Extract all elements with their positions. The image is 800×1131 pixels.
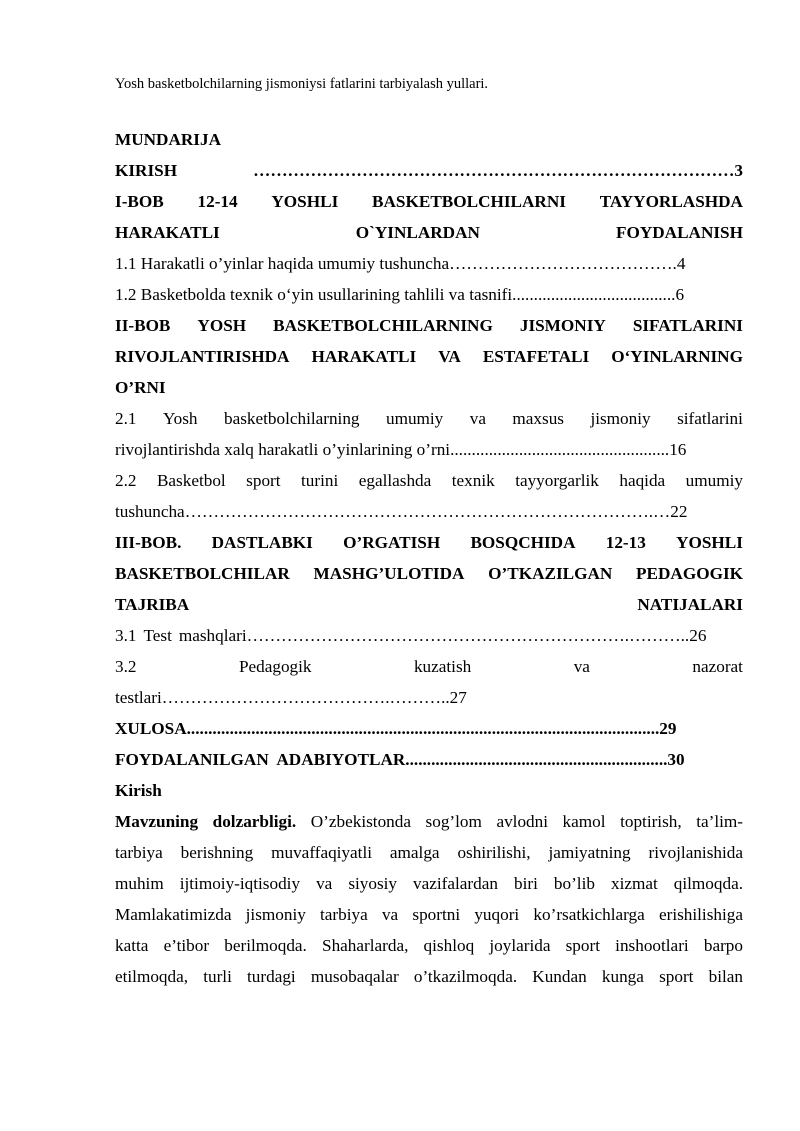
toc-word: Basketbol — [156, 471, 226, 490]
toc-word: YOSH — [197, 316, 247, 335]
toc-word: NATIJALARI — [637, 595, 743, 614]
intro-paragraph-line: Mamlakatimizda jismoniy tarbiya va sportni yuqori ko’rsatkichlarga erishilishiga — [115, 905, 743, 924]
toc-word: MASHG’ULOTIDA — [313, 564, 465, 583]
toc-word: …………………………………………………………………………3 — [253, 161, 743, 180]
toc-word: HARAKATLI — [115, 223, 220, 242]
toc-word: BOSQCHIDA — [470, 533, 576, 552]
toc-entry-2-1-cont[interactable]: rivojlantirishda xalq harakatli o’yinlarining o’rni...................................................16 — [115, 440, 687, 459]
toc-entry-1-2[interactable]: 1.2 Basketbolda texnik o‘yin usullarining tahlili va tasnifi......................................6 — [115, 285, 685, 304]
toc-word: BASKETBOLCHILARNI — [372, 192, 566, 211]
toc-word: haqida — [619, 471, 666, 490]
toc-word: sifatlarini — [677, 409, 743, 428]
toc-word: I-BOB — [115, 192, 164, 211]
toc-entry-chapter-1-cont[interactable] — [115, 217, 743, 248]
toc-word: egallashda — [358, 471, 432, 490]
toc-word: III-BOB. — [115, 533, 182, 552]
toc-word: maxsus — [512, 409, 564, 428]
toc-entry-kirish[interactable] — [115, 155, 743, 186]
toc-word: texnik — [451, 471, 495, 490]
intro-lead: Mavzuning dolzarbligi. — [115, 812, 297, 831]
intro-heading: Kirish — [115, 781, 162, 800]
toc-word: va — [573, 657, 590, 676]
toc-entry-2-2[interactable] — [115, 465, 743, 496]
toc-word: TAJRIBA — [115, 595, 190, 614]
toc-entry-chapter-3-cont[interactable] — [115, 558, 743, 589]
toc-word: 12-13 — [605, 533, 646, 552]
toc-word: umumiy — [685, 471, 743, 490]
toc-entry-3-1[interactable] — [115, 620, 743, 651]
toc-entry-chapter-2[interactable] — [115, 310, 743, 341]
toc-word: 3.2 — [115, 657, 137, 676]
toc-word: tayyorgarlik — [515, 471, 599, 490]
toc-entry-chapter-3[interactable] — [115, 527, 743, 558]
toc-word: FOYDALANISH — [615, 223, 743, 242]
toc-word: YOSHLI — [676, 533, 743, 552]
toc-title: MUNDARIJA — [115, 130, 221, 149]
toc-word: JISMONIY — [519, 316, 606, 335]
toc-word: Yosh — [162, 409, 198, 428]
toc-word: BASKETBOLCHILARNING — [273, 316, 493, 335]
intro-text: O’zbekistonda sog’lom avlodni kamol toptirish, ta’lim- — [296, 812, 743, 831]
toc-entry-xulosa[interactable]: XULOSA..............................................................................................................29 — [115, 719, 677, 738]
intro-paragraph-line: tarbiya berishning muvaffaqiyatli amalga oshirilishi, jamiyatning rivojlanishida — [115, 843, 743, 862]
toc-word: PEDAGOGIK — [636, 564, 743, 583]
toc-word: Pedagogik — [238, 657, 312, 676]
intro-paragraph-line — [115, 806, 743, 837]
toc-word: umumiy — [385, 409, 444, 428]
toc-entry-2-2-cont[interactable]: tushuncha……………………………………………………………………….…22 — [115, 502, 688, 521]
toc-word: DASTLABKI — [211, 533, 313, 552]
toc-word: basketbolchilarning — [223, 409, 360, 428]
toc-word: RIVOJLANTIRISHDA — [115, 347, 290, 366]
toc-entry-1-1[interactable]: 1.1 Harakatli o’yinlar haqida umumiy tushuncha………………………………….4 — [115, 254, 686, 273]
toc-entry-chapter-2-cont[interactable] — [115, 341, 743, 372]
toc-word: O’TKAZILGAN — [488, 564, 613, 583]
toc-word: jismoniy — [590, 409, 651, 428]
toc-word: HARAKATLI — [311, 347, 417, 366]
toc-word: 2.1 — [115, 409, 137, 428]
toc-word: KIRISH — [115, 161, 178, 180]
page-header: Yosh basketbolchilarning jismoniysi fatlarini tarbiyalash yullari. — [115, 76, 489, 92]
toc-word: YOSHLI — [271, 192, 339, 211]
toc-entry-2-1[interactable] — [115, 403, 743, 434]
toc-word: 2.2 — [115, 471, 137, 490]
toc-word: sport — [246, 471, 281, 490]
toc-word: BASKETBOLCHILAR — [115, 564, 290, 583]
toc-word: SIFATLARINI — [632, 316, 743, 335]
toc-word: va — [469, 409, 486, 428]
toc-word: O‘YINLARNING — [611, 347, 743, 366]
toc-entry-chapter-1[interactable] — [115, 186, 743, 217]
toc-word: mashqlari………………………………………………………….………..26 — [178, 626, 707, 645]
intro-paragraph-line: etilmoqda, turli turdagi musobaqalar o’tkazilmoqda. Kundan kunga sport bilan — [115, 967, 743, 986]
toc-entry-references[interactable]: FOYDALANILGAN ADABIYOTLAR.............................................................30 — [115, 750, 685, 769]
intro-paragraph-line: katta e’tibor berilmoqda. Shaharlarda, qishloq joylarida sport inshootlari barpo — [115, 936, 743, 955]
toc-word: O`YINLARDAN — [355, 223, 480, 242]
toc-word: 3.1 — [115, 626, 137, 645]
toc-word: Test — [143, 626, 172, 645]
toc-word: ESTAFETALI — [482, 347, 590, 366]
intro-paragraph-line: muhim ijtimoiy-iqtisodiy va siyosiy vazifalardan biri bo’lib xizmat qilmoqda. — [115, 874, 743, 893]
toc-word: 12-14 — [197, 192, 238, 211]
toc-entry-3-2-cont[interactable]: testlari………………………………….………..27 — [115, 688, 467, 707]
toc-word: VA — [438, 347, 461, 366]
toc-word: O’RGATISH — [343, 533, 441, 552]
toc-entry-chapter-3-end[interactable] — [115, 589, 743, 620]
toc-entry-3-2[interactable] — [115, 651, 743, 682]
toc-word: turini — [301, 471, 339, 490]
toc-word: TAYYORLASHDA — [599, 192, 743, 211]
toc-word: kuzatish — [413, 657, 472, 676]
toc-word: nazorat — [692, 657, 743, 676]
toc-word: II-BOB — [115, 316, 171, 335]
document-body — [115, 124, 743, 992]
toc-entry-chapter-2-end[interactable]: O’RNI — [115, 378, 166, 397]
